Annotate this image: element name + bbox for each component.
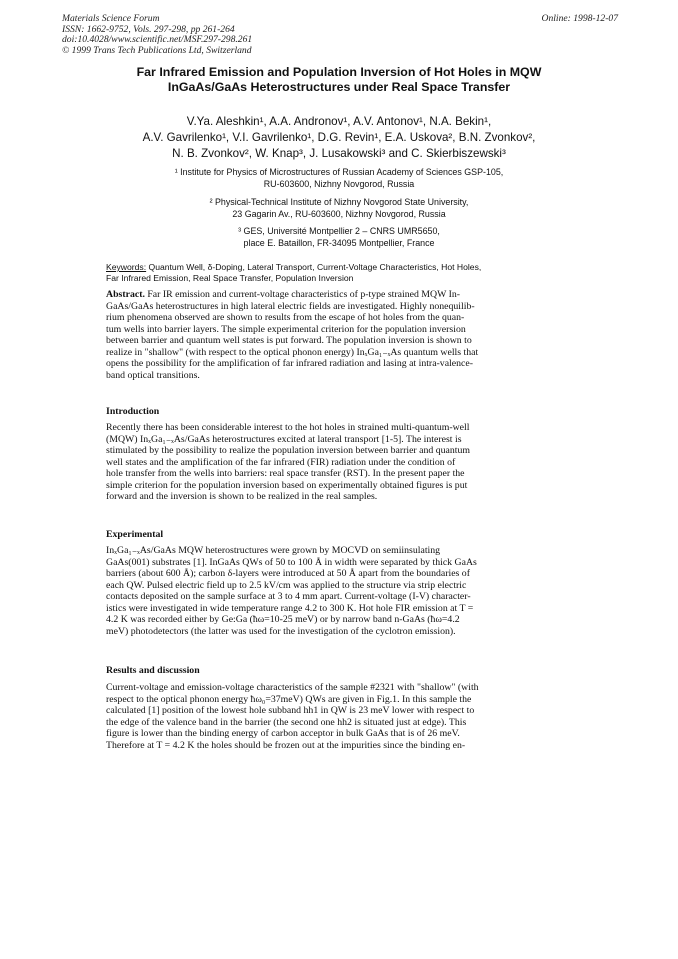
keywords-block: [106, 262, 574, 283]
keywords-line-1: [106, 262, 574, 273]
abstract-line-8: band optical transitions.: [106, 369, 200, 381]
keywords-text-1: Quantum Well, δ-Doping, Lateral Transport, Current-Voltage Characteristics, Hot Holes,: [146, 262, 482, 272]
abstract-line-6: realize in "shallow" (with respect to the optical phonon energy) InₓGa₁₋ₓAs quantum wells that: [106, 346, 479, 358]
title-line-1: Far Infrared Emission and Population Inversion of Hot Holes in MQW: [136, 65, 542, 79]
affiliation-3-line-1: ³ GES, Université Montpellier 2 – CNRS UMR5650,: [238, 226, 440, 236]
abstract-line-7: opens the possibility for the amplification of far infrared radiation and lasing at intra-valence-: [106, 358, 473, 369]
exp-line-7: 4.2 K was recorded either by Ge:Ga (ħω=10-25 meV) or by narrow band n-GaAs (ħω=4.2: [106, 614, 460, 625]
authors-line-2: A.V. Gavrilenko¹, V.I. Gavrilenko¹, D.G. Revin¹, E.A. Uskova², B.N. Zvonkov²,: [142, 131, 536, 144]
exp-line-5: contacts deposited on the sample surface at 3 to 4 mm apart. Current-voltage (I-V) character-: [106, 591, 471, 602]
introduction-heading: Introduction: [106, 406, 160, 417]
results-line-6: Therefore at T = 4.2 K the holes should be frozen out at the impurities since the binding en-: [106, 739, 466, 751]
abstract-block: [106, 289, 574, 381]
affiliation-3-line-2: place E. Bataillon, FR-34095 Montpellier, France: [243, 237, 435, 248]
copyright-line: © 1999 Trans Tech Publications Ltd, Switzerland: [62, 44, 252, 56]
results-block: [106, 682, 574, 751]
affiliation-2-line-1: ² Physical-Technical Institute of Nizhny Novgorod State University,: [209, 197, 469, 207]
intro-line-2: (MQW) InₓGa₁₋ₓAs/GaAs heterostructures excited at lateral transport [1-5]. The interest is: [106, 433, 462, 445]
exp-line-8: meV) photodetectors (the latter was used for the investigation of the cyclotron emission).: [106, 625, 456, 637]
affiliation-2-line-2: 23 Gagarin Av., RU-603600, Nizhny Novgorod, Russia: [232, 208, 446, 219]
issn-line: ISSN: 1662-9752, Vols. 297-298, pp 261-264: [62, 23, 235, 35]
abstract-label: Abstract.: [106, 289, 145, 300]
abstract-line-5: between barrier and quantum well states is put forward. The population inversion is shown to: [106, 335, 472, 346]
experimental-block: [106, 545, 574, 637]
author-list: [62, 114, 616, 162]
results-heading: Results and discussion: [106, 665, 200, 676]
intro-line-6: simple criterion for the population inversion based on experimentally obtained figures is put: [106, 479, 468, 491]
abstract-text-1: Far IR emission and current-voltage characteristics of p-type strained MQW In-: [144, 289, 461, 300]
affiliation-1: [62, 167, 616, 190]
journal-header: [62, 14, 618, 56]
introduction-block: [106, 422, 574, 503]
intro-line-7: forward and the inversion is shown to be realized in the real samples.: [106, 491, 378, 502]
abstract-line-2: GaAs/GaAs heterostructures in high lateral electric fields are investigated. Highly nonequilib-: [106, 300, 475, 312]
abstract-line-3: rium phenomena observed are shown to results from the escape of hot holes from the quan-: [106, 312, 465, 323]
experimental-heading: Experimental: [106, 529, 164, 540]
intro-line-4: well states and the amplification of the far infrared (FIR) radiation under the condition of: [106, 456, 456, 468]
results-line-2: respect to the optical phonon energy ħω₀=37meV) QWs are given in Fig.1. In this sample the: [106, 693, 472, 705]
title-line-2: InGaAs/GaAs Heterostructures under Real Space Transfer: [167, 80, 511, 94]
results-line-3: calculated [1] position of the lowest hole subband hh1 in QW is 23 meV lower with respect to: [106, 705, 475, 716]
exp-line-3: barriers (about 600 Å); carbon δ-layers were introduced at 50 Å apart from the boundaries of: [106, 568, 470, 579]
intro-line-1: Recently there has been considerable interest to the hot holes in strained multi-quantum-well: [106, 422, 470, 433]
keywords-label: Keywords:: [106, 262, 147, 272]
keywords-line-2: Far Infrared Emission, Real Space Transfer, Population Inversion: [106, 272, 354, 283]
intro-line-3: stimulated by the possibility to realize the population inversion between barrier and quantum: [106, 445, 471, 456]
affiliation-1-line-1: ¹ Institute for Physics of Microstructures of Russian Academy of Sciences GSP-105,: [174, 167, 504, 177]
exp-line-4: each QW. Pulsed electric field up to 2.5 kV/cm was applied to the structure via strip electric: [106, 579, 467, 591]
results-line-5: figure is lower than the binding energy of carbon acceptor in bulk GaAs that is of 26 meV.: [106, 728, 460, 739]
exp-line-1: InₓGa₁₋ₓAs/GaAs MQW heterostructures were grown by MOCVD on semiinsulating: [106, 545, 441, 556]
doi-line: doi:10.4028/www.scientific.net/MSF.297-298.261: [62, 34, 253, 46]
abstract-line-1: [106, 289, 574, 301]
paper-title: [62, 65, 616, 95]
exp-line-6: istics were investigated in wide temperature range 4.2 to 300 K. Hot hole FIR emission at T =: [106, 602, 474, 614]
results-line-1: Current-voltage and emission-voltage characteristics of the sample #2321 with "shallow" (with: [106, 682, 479, 693]
online-date: Online: 1998-12-07: [541, 13, 618, 24]
authors-line-1: V.Ya. Aleshkin¹, A.A. Andronov¹, A.V. Antonov¹, N.A. Bekin¹,: [186, 115, 492, 128]
affiliation-3: [62, 226, 616, 249]
abstract-line-4: tum wells into barrier layers. The simple experimental criterion for the population inversion: [106, 323, 466, 335]
affiliation-1-line-2: RU-603600, Nizhny Novgorod, Russia: [263, 178, 415, 189]
exp-line-2: GaAs(001) substrates [1]. InGaAs QWs of 50 to 100 Å in width were separated by thick GaAs: [106, 556, 477, 568]
journal-name: Materials Science Forum: [62, 13, 160, 24]
affiliation-2: [62, 197, 616, 220]
results-line-4: the edge of the valence band in the barrier (the second one hh2 is situated just at edge). This: [106, 716, 467, 728]
intro-line-5: hole transfer from the wells into barriers: real space transfer (RST). In the present paper the: [106, 468, 465, 479]
authors-line-3: N. B. Zvonkov², W. Knap³, J. Lusakowski³ and C. Skierbiszewski³: [172, 147, 506, 160]
